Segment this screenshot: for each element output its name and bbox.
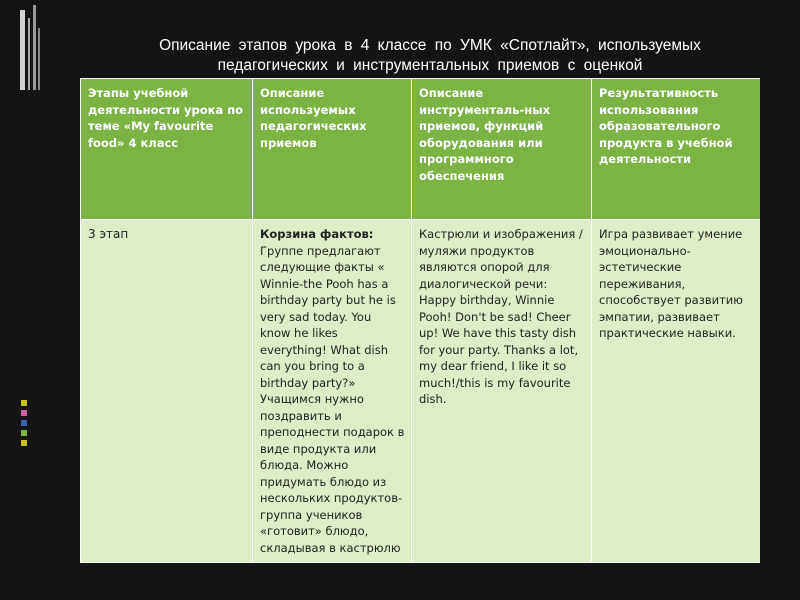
title-line-2: педагогических и инструментальных приемов с оценкой xyxy=(217,57,643,74)
slide-title xyxy=(70,36,790,76)
decorative-square-green xyxy=(21,430,27,436)
header-result: Результативность использования образовательного продукта в учебной деятельности xyxy=(592,79,761,220)
table-header-row xyxy=(81,79,761,220)
decorative-bar-1 xyxy=(20,10,25,90)
header-stage: Этапы учебной деятельности урока по теме «My favourite food» 4 класс xyxy=(81,79,253,220)
decorative-bar-4 xyxy=(38,28,40,90)
cell-stage: 3 этап xyxy=(81,220,253,563)
header-pedagogical: Описание используемых педагогических приемов xyxy=(253,79,412,220)
table-row xyxy=(81,220,761,563)
decorative-square-yellow xyxy=(21,400,27,406)
lesson-table-container xyxy=(80,78,760,600)
decorative-bar-3 xyxy=(33,5,36,90)
cell-pedagogical xyxy=(253,220,412,563)
decorative-bar-2 xyxy=(28,18,30,90)
cell-result: Игра развивает умение эмоционально-эстетические переживания, способствует развитию эмпатии, развивает практические навыки. xyxy=(592,220,761,563)
lesson-table xyxy=(80,78,760,563)
pedagogical-lead: Корзина фактов: xyxy=(260,227,374,241)
decorative-square-pink xyxy=(21,410,27,416)
decorative-square-blue xyxy=(21,420,27,426)
decorative-square-yellow-2 xyxy=(21,440,27,446)
header-instrumental: Описание инструменталь-ных приемов, функций оборудования или программного обеспечения xyxy=(412,79,592,220)
title-line-1: Описание этапов урока в 4 классе по УМК «Спотлайт», используемых xyxy=(159,37,701,54)
cell-instrumental: Кастрюли и изображения /муляжи продуктов являются опорой для диалогической речи: Happy birthday, Winnie Pooh! Don't be sad! Cheer up! We have this tasty dish for your party. Thanks a lot, my dear friend, I like it so much!/this is my favourite dish. xyxy=(412,220,592,563)
pedagogical-text: Группе предлагают следующие факты « Winnie-the Pooh has a birthday party but he is very sad today. You know he likes everything! What dish can you bring to a birthday party?» Учащимся нужно поздравить и преподнести подарок в виде продукта или блюда. Можно придумать блюдо из нескольких продуктов-группа учеников «готовит» блюдо, складывая в кастрюлю xyxy=(260,243,405,555)
